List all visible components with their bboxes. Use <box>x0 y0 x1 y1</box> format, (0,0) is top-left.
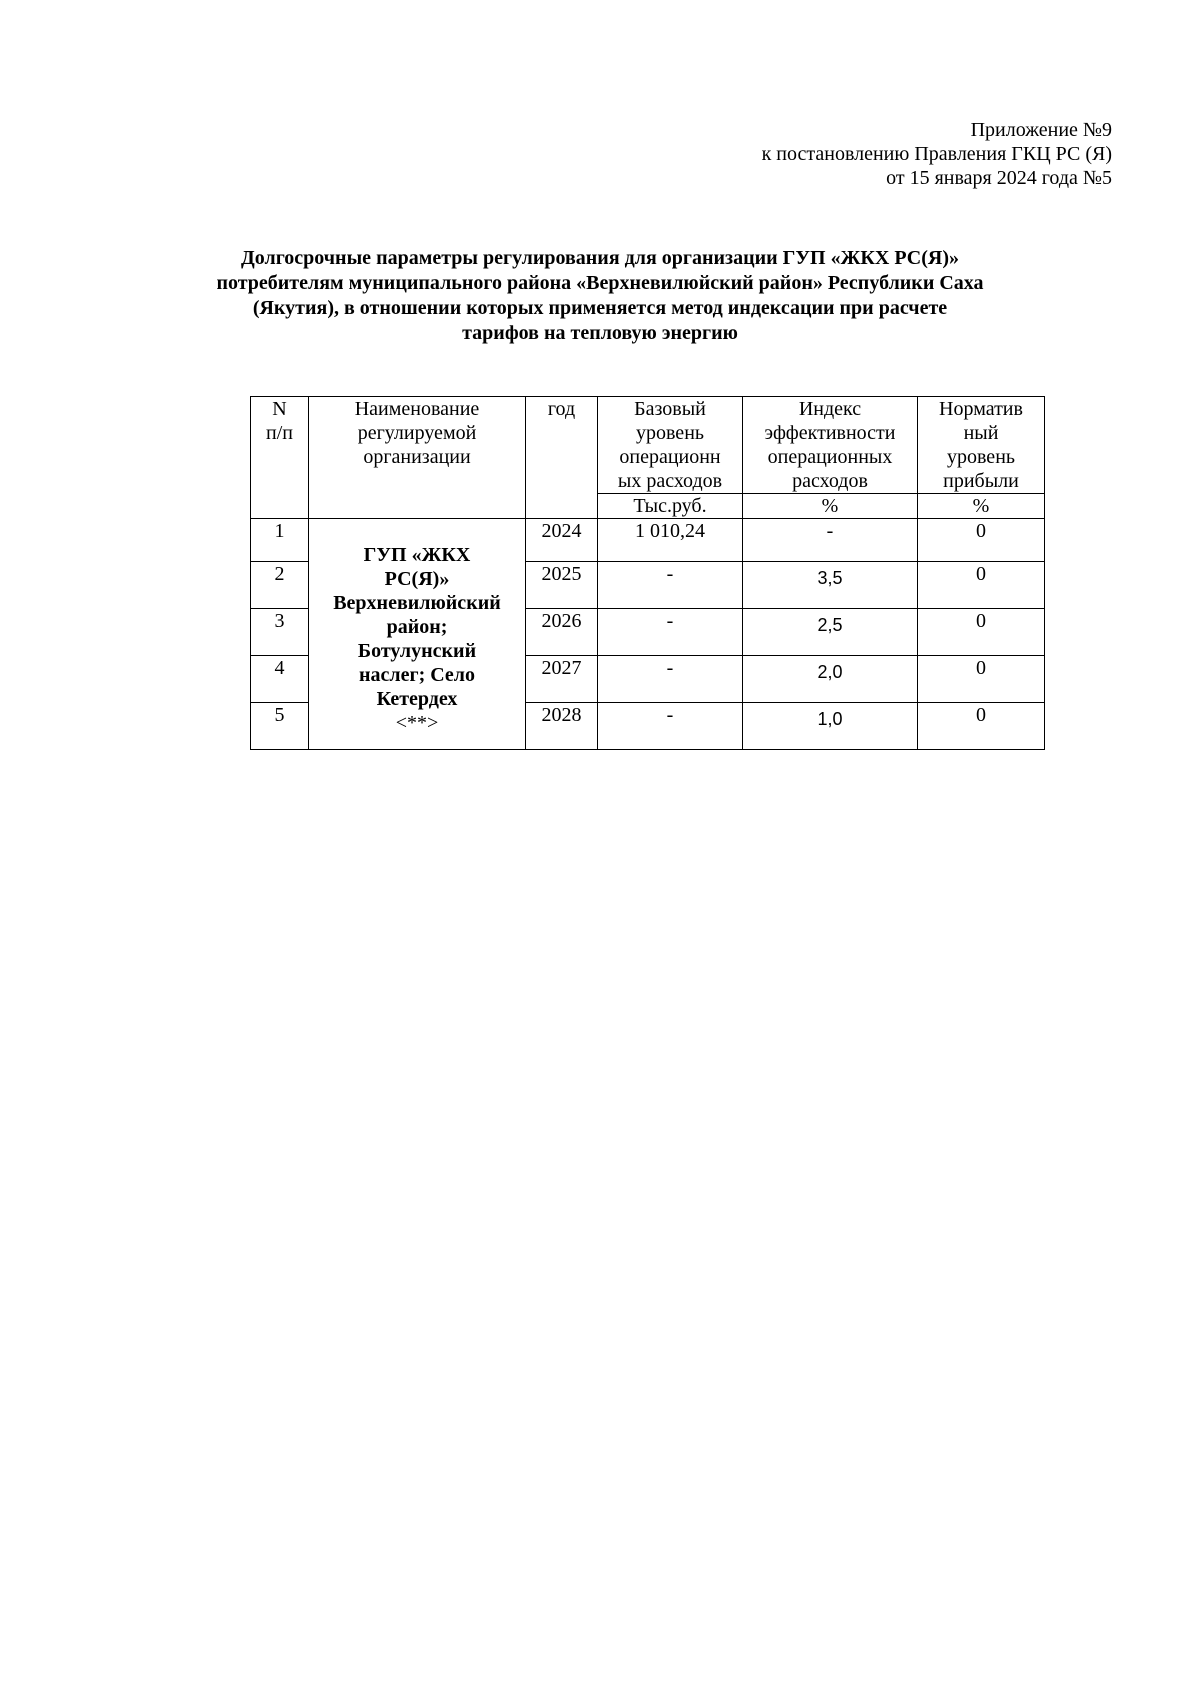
row-base-level: 1 010,24 <box>598 519 743 562</box>
row-efficiency-index: 3,5 <box>743 562 918 609</box>
table-header-row <box>251 397 1045 494</box>
header-year: год <box>526 397 598 519</box>
row-efficiency-index: 1,0 <box>743 703 918 750</box>
title-line: потребителям муниципального района «Верхневилюйский район» Республики Саха <box>216 272 984 294</box>
header-number: N п/п <box>251 397 309 519</box>
row-year: 2026 <box>526 609 598 656</box>
appendix-number: Приложение №9 <box>970 119 1112 141</box>
header-base-level: Базовый уровень операционн ых расходов <box>598 397 743 494</box>
row-base-level: - <box>598 703 743 750</box>
row-base-level: - <box>598 562 743 609</box>
unit-normative: % <box>918 494 1045 519</box>
unit-index: % <box>743 494 918 519</box>
row-year: 2027 <box>526 656 598 703</box>
row-year: 2025 <box>526 562 598 609</box>
row-normative-profit: 0 <box>918 519 1045 562</box>
row-number: 4 <box>251 656 309 703</box>
header-normative-profit: Норматив ный уровень прибыли <box>918 397 1045 494</box>
title-line: Долгосрочные параметры регулирования для организации ГУП «ЖКХ РС(Я)» <box>240 247 960 269</box>
row-efficiency-index: - <box>743 519 918 562</box>
row-year: 2024 <box>526 519 598 562</box>
row-normative-profit: 0 <box>918 703 1045 750</box>
table-row <box>251 519 1045 562</box>
row-number: 1 <box>251 519 309 562</box>
row-number: 2 <box>251 562 309 609</box>
row-number: 5 <box>251 703 309 750</box>
row-normative-profit: 0 <box>918 656 1045 703</box>
row-normative-profit: 0 <box>918 609 1045 656</box>
appendix-date: от 15 января 2024 года №5 <box>886 167 1112 189</box>
row-normative-profit: 0 <box>918 562 1045 609</box>
header-efficiency-index: Индекс эффективности операционных расходов <box>743 397 918 494</box>
row-base-level: - <box>598 656 743 703</box>
unit-base: Тыс.руб. <box>598 494 743 519</box>
row-base-level: - <box>598 609 743 656</box>
row-year: 2028 <box>526 703 598 750</box>
row-efficiency-index: 2,0 <box>743 656 918 703</box>
header-organization: Наименование регулируемой организации <box>309 397 526 519</box>
document-title <box>150 246 1050 346</box>
organization-name: ГУП «ЖКХ РС(Я)» Верхневилюйский район; Ботулунский наслег; Село Кетердех <**> <box>309 519 526 750</box>
appendix-resolution-ref: к постановлению Правления ГКЦ РС (Я) <box>761 143 1112 165</box>
appendix-header <box>762 118 1112 190</box>
parameters-table <box>250 396 1045 750</box>
row-efficiency-index: 2,5 <box>743 609 918 656</box>
title-line: тарифов на тепловую энергию <box>462 322 738 344</box>
title-line: (Якутия), в отношении которых применяется метод индексации при расчете <box>252 297 948 319</box>
row-number: 3 <box>251 609 309 656</box>
